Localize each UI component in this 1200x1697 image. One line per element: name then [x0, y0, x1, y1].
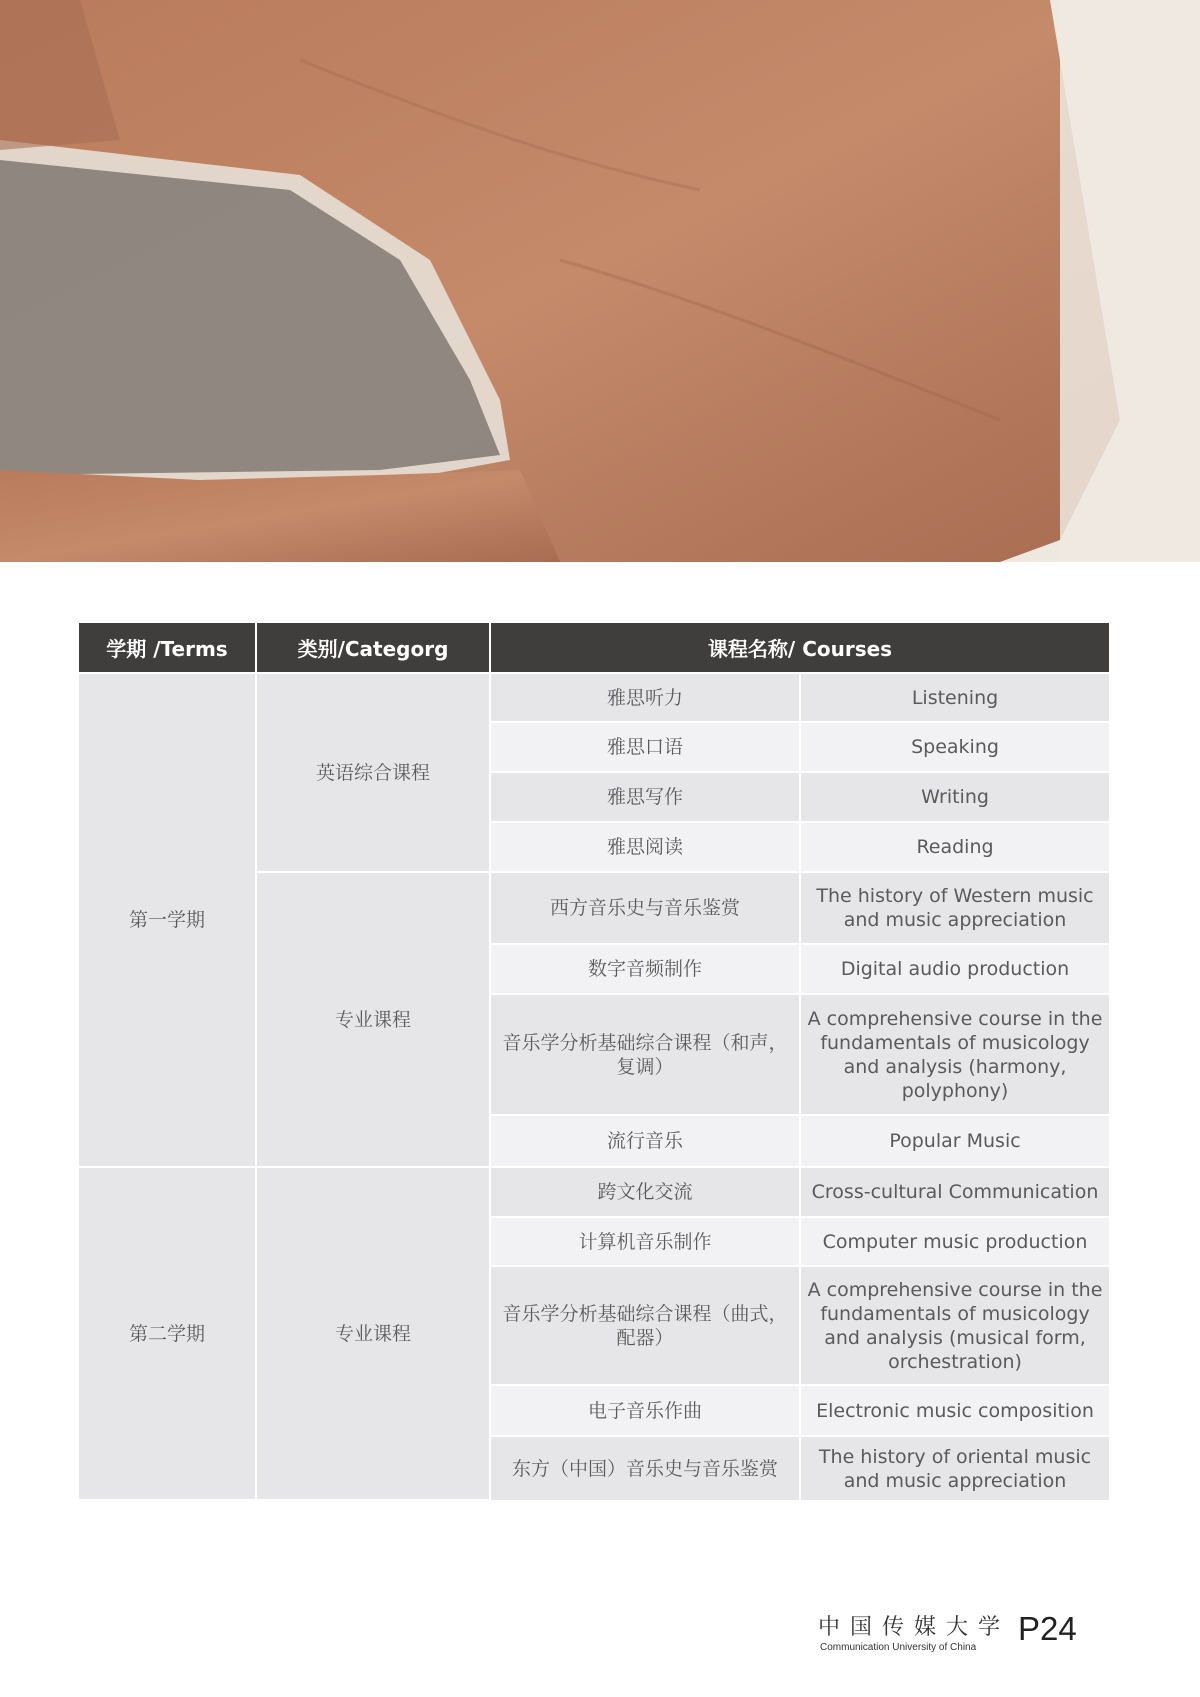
course-en: Listening	[800, 673, 1109, 722]
course-cn: 音乐学分析基础综合课程（曲式，配器）	[490, 1266, 800, 1385]
course-cn: 雅思阅读	[490, 822, 800, 872]
page-number: P24	[1018, 1610, 1077, 1647]
course-cn: 东方（中国）音乐史与音乐鉴赏	[490, 1436, 800, 1500]
course-en: Cross-cultural Communication	[800, 1167, 1109, 1217]
university-name-en: Communication University of China	[820, 1642, 977, 1653]
course-en: A comprehensive course in the fundamentals of musicology and analysis (harmony, polyphony)	[800, 994, 1109, 1115]
course-cn: 雅思口语	[490, 722, 800, 772]
term-cell: 第一学期	[79, 673, 256, 1167]
header-terms: 学期 /Terms	[79, 623, 256, 673]
course-cn: 跨文化交流	[490, 1167, 800, 1217]
course-en: Writing	[800, 772, 1109, 822]
course-cn: 流行音乐	[490, 1115, 800, 1167]
course-en: The history of oriental music and music appreciation	[800, 1436, 1109, 1500]
course-cn: 雅思写作	[490, 772, 800, 822]
course-en: Computer music production	[800, 1217, 1109, 1266]
term-cell: 第二学期	[79, 1167, 256, 1500]
course-en: Reading	[800, 822, 1109, 872]
header-category: 类别/Categorg	[256, 623, 490, 673]
hand-photo	[0, 0, 1200, 562]
header-courses: 课程名称/ Courses	[490, 623, 1109, 673]
course-en: Electronic music composition	[800, 1385, 1109, 1436]
course-cn: 数字音频制作	[490, 944, 800, 994]
course-cn: 电子音乐作曲	[490, 1385, 800, 1436]
course-en: Speaking	[800, 722, 1109, 772]
table-row	[79, 673, 1109, 722]
course-cn: 雅思听力	[490, 673, 800, 722]
course-en: Digital audio production	[800, 944, 1109, 994]
table-row	[79, 1167, 1109, 1217]
course-en: A comprehensive course in the fundamentals of musicology and analysis (musical form, orchestration)	[800, 1266, 1109, 1385]
course-cn: 计算机音乐制作	[490, 1217, 800, 1266]
university-name-cn: 中国传媒大学	[818, 1615, 1011, 1640]
course-table	[79, 623, 1109, 1501]
course-cn: 音乐学分析基础综合课程（和声，复调）	[490, 994, 800, 1115]
table-header-row	[79, 623, 1109, 673]
course-en: Popular Music	[800, 1115, 1109, 1167]
course-cn: 西方音乐史与音乐鉴赏	[490, 872, 800, 944]
category-cell: 专业课程	[256, 872, 490, 1167]
category-cell: 英语综合课程	[256, 673, 490, 872]
category-cell: 专业课程	[256, 1167, 490, 1500]
course-en: The history of Western music and music appreciation	[800, 872, 1109, 944]
